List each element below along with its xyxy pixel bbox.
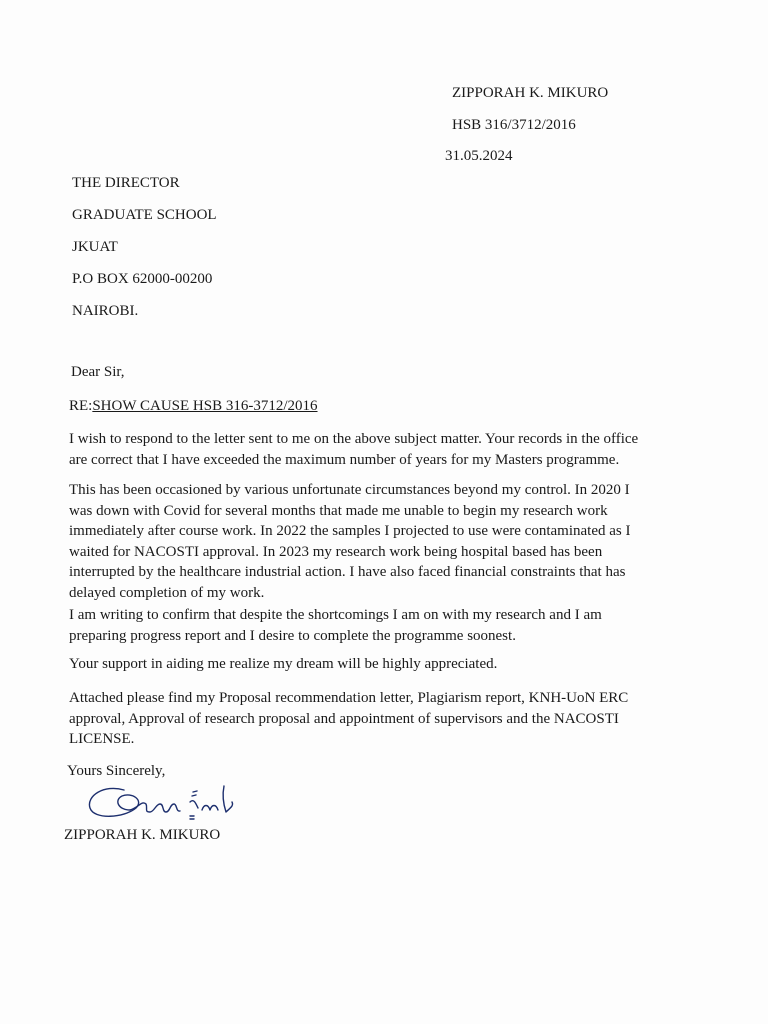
body-line: Your support in aiding me realize my dream will be highly appreciated. <box>69 656 498 672</box>
recipient-line: NAIROBI. <box>72 303 139 319</box>
sender-reg-number: HSB 316/3712/2016 <box>452 117 576 133</box>
subject-line <box>69 396 318 416</box>
handwritten-signature <box>84 778 244 828</box>
sender-name: ZIPPORAH K. MIKURO <box>452 85 609 101</box>
recipient-line: THE DIRECTOR <box>72 175 180 191</box>
body-paragraph <box>69 480 689 603</box>
body-line: interrupted by the healthcare industrial action. I have also faced financial constraints that has <box>69 564 626 580</box>
recipient-line: GRADUATE SCHOOL <box>72 207 217 223</box>
signature-name: ZIPPORAH K. MIKURO <box>64 827 221 843</box>
letter-date: 31.05.2024 <box>445 148 513 164</box>
body-line: This has been occasioned by various unfortunate circumstances beyond my control. In 2020 I <box>69 482 630 498</box>
body-paragraph <box>69 605 689 646</box>
body-paragraph <box>69 429 689 470</box>
recipient-line: P.O BOX 62000-00200 <box>72 271 213 287</box>
subject-prefix: RE: <box>69 398 93 414</box>
body-line: waited for NACOSTI approval. In 2023 my research work being hospital based has been <box>69 543 603 560</box>
body-line: preparing progress report and I desire to complete the programme soonest. <box>69 627 516 644</box>
body-line: are correct that I have exceeded the maximum number of years for my Masters programme. <box>69 451 620 468</box>
scan-speck <box>10 840 13 846</box>
body-paragraph <box>69 654 689 675</box>
body-line: delayed completion of my work. <box>69 584 265 601</box>
body-paragraph <box>69 688 689 750</box>
body-line: LICENSE. <box>69 731 135 747</box>
body-line: was down with Covid for several months that made me unable to begin my research work <box>69 502 608 519</box>
subject-text: SHOW CAUSE HSB 316-3712/2016 <box>92 398 318 414</box>
body-line: I am writing to confirm that despite the shortcomings I am on with my research and I am <box>69 607 602 623</box>
body-line: immediately after course work. In 2022 the samples I projected to use were contaminated as I <box>69 523 631 539</box>
body-line: approval, Approval of research proposal and appointment of supervisors and the NACOSTI <box>69 710 619 727</box>
body-line: I wish to respond to the letter sent to me on the above subject matter. Your records in the office <box>69 431 639 447</box>
body-line: Attached please find my Proposal recommendation letter, Plagiarism report, KNH-UoN ERC <box>69 690 629 706</box>
salutation: Dear Sir, <box>71 364 125 380</box>
closing: Yours Sincerely, <box>67 763 166 779</box>
recipient-line: JKUAT <box>72 239 118 255</box>
